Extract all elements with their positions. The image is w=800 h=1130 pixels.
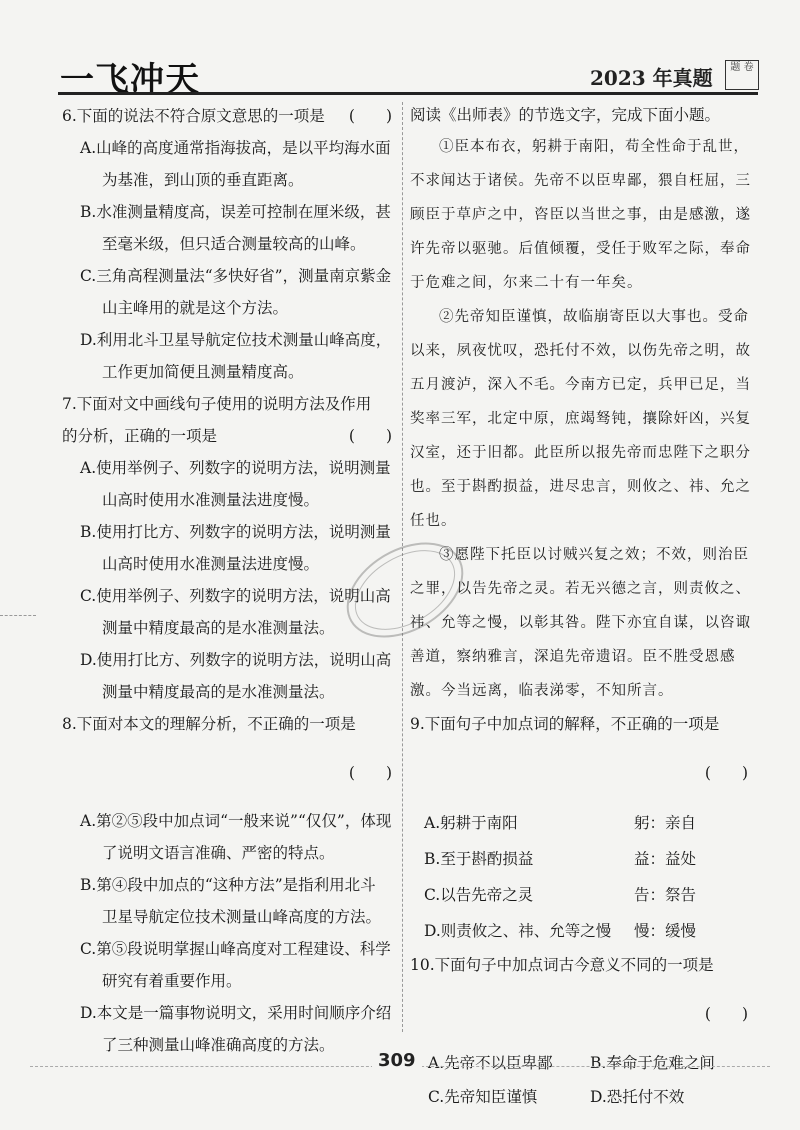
year-title: 2023 年真题 xyxy=(590,66,713,90)
q9-option-b[interactable]: B.至于斟酌损益 益：益处 xyxy=(424,850,697,868)
question-10 xyxy=(410,949,754,1114)
q6-stem: 6.下面的说法不符合原文意思的一项是 xyxy=(62,107,325,125)
q9-option-a[interactable]: A.躬耕于南阳 躬：亲自 xyxy=(424,814,697,832)
margin-mark xyxy=(0,615,36,616)
q6-option-c[interactable]: C.三角高程测量法“多快好省”，测量南京紫金 山主峰用的就是这个方法。 xyxy=(80,267,392,317)
question-6 xyxy=(62,100,398,388)
q7-option-c[interactable]: C.使用举例子、列数字的说明方法，说明山高 测量中精度最高的是水准测量法。 xyxy=(80,587,391,637)
q6-answer-paren[interactable]: ( ) xyxy=(348,107,392,125)
q10-option-b[interactable]: B.奉命于危难之间 xyxy=(590,1054,715,1072)
q9-option-c[interactable]: C.以告先帝之灵 告：祭告 xyxy=(424,886,697,904)
q8-answer-paren[interactable]: ( ) xyxy=(348,763,392,782)
q8-stem: 8.下面对本文的理解分析，不正确的一项是 xyxy=(62,715,356,733)
q6-option-b[interactable]: B.水准测量精度高，误差可控制在厘米级，甚 至毫米级，但只适合测量较高的山峰。 xyxy=(80,203,391,253)
passage-paragraph-2: ②先帝知臣谨慎，故临崩寄臣以大事也。受命以来，夙夜忧叹，恐托付不效，以伤先帝之明，故五月渡泸，深入不毛。今南方已定，兵甲已足，当奖率三军，北定中原，庶竭驽钝，攘除奸凶，兴复汉室，还于旧都。此臣所以报先帝而忠陛下之职分也。至于斟酌损益，进尽忠言，则攸之、祎、允之任也。 xyxy=(410,309,751,529)
page-header xyxy=(0,0,800,98)
header-badge: 题 卷 xyxy=(725,60,759,90)
q8-option-b[interactable]: B.第④段中加点的“这种方法”是指利用北斗 卫星导航定位技术测量山峰高度的方法。 xyxy=(80,876,382,926)
q10-option-c[interactable]: C.先帝知臣谨慎 xyxy=(428,1088,538,1106)
q10-option-a[interactable]: A.先帝不以臣卑鄙 xyxy=(428,1054,553,1072)
question-9 xyxy=(410,708,754,949)
q8-option-a[interactable]: A.第②⑤段中加点词“一般来说”“仅仅”，体现 了说明文语言准确、严密的特点。 xyxy=(80,812,392,862)
brand-logo-text: 一飞冲天 xyxy=(60,60,200,100)
q6-option-a[interactable]: A.山峰的高度通常指海拔高，是以平均海水面 为基准，到山顶的垂直距离。 xyxy=(80,139,391,189)
q7-stem-line1: 7.下面对文中画线句子使用的说明方法及作用 xyxy=(62,395,372,413)
q10-answer-paren[interactable]: ( ) xyxy=(704,1004,748,1023)
passage-intro: 阅读《出师表》的节选文字，完成下面小题。 xyxy=(410,106,721,124)
q7-answer-paren[interactable]: ( ) xyxy=(348,427,392,445)
q7-option-d[interactable]: D.使用打比方、列数字的说明方法，说明山高 测量中精度最高的是水准测量法。 xyxy=(80,651,392,701)
passage-paragraph-3: ③愿陛下托臣以讨贼兴复之效；不效，则治臣之罪，以告先帝之灵。若无兴德之言，则责攸之、祎、允等之慢，以彰其咎。陛下亦宜自谋，以咨诹善道，察纳雅言，深追先帝遗诏。臣不胜受恩感激。今当远离，临表涕零，不知所言。 xyxy=(410,547,751,699)
q9-option-d[interactable]: D.则责攸之、祎、允等之慢 慢：缓慢 xyxy=(424,922,697,940)
header-rule xyxy=(58,92,758,95)
q8-option-d[interactable]: D.本文是一篇事物说明文，采用时间顺序介绍 了三种测量山峰准确高度的方法。 xyxy=(80,1004,392,1054)
q10-stem: 10.下面句子中加点词古今意义不同的一项是 xyxy=(410,956,714,974)
passage-paragraph-1: ①臣本布衣，躬耕于南阳，苟全性命于乱世，不求闻达于诸侯。先帝不以臣卑鄙，猥自枉屈，三顾臣于草庐之中，咨臣以当世之事，由是感激，遂许先帝以驱驰。后值倾覆，受任于败军之际，奉命于危难之间，尔来二十有一年矣。 xyxy=(410,139,751,291)
q6-option-d[interactable]: D.利用北斗卫星导航定位技术测量山峰高度， 工作更加简便且测量精度高。 xyxy=(80,331,392,381)
q7-option-b[interactable]: B.使用打比方、列数字的说明方法，说明测量 山高时使用水准测量法进度慢。 xyxy=(80,523,391,573)
q10-option-d[interactable]: D.恐托付不效 xyxy=(590,1088,685,1106)
question-8 xyxy=(62,708,398,1061)
q7-option-a[interactable]: A.使用举例子、列数字的说明方法，说明测量 山高时使用水准测量法进度慢。 xyxy=(80,459,391,509)
q9-answer-paren[interactable]: ( ) xyxy=(704,763,748,782)
q7-stem-line2: 的分析，正确的一项是 xyxy=(62,427,218,445)
page-number: 309 xyxy=(372,1050,422,1071)
q10-options xyxy=(428,1046,754,1114)
q8-option-c[interactable]: C.第⑤段说明掌握山峰高度对工程建设、科学 研究有着重要作用。 xyxy=(80,940,391,990)
q9-stem: 9.下面句子中加点词的解释，不正确的一项是 xyxy=(410,715,720,733)
